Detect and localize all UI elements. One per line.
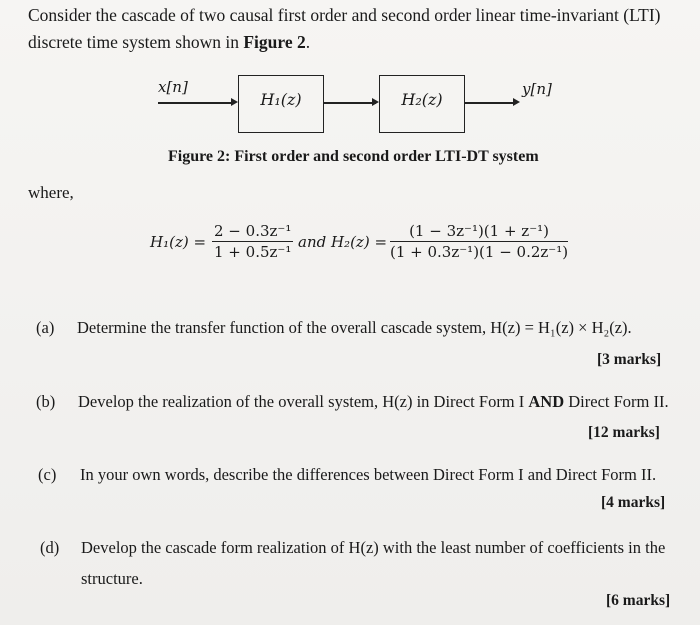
- question-a-text: Determine the transfer function of the overall cascade system, H(z) = H₁(z) × H₂(z).: [77, 318, 632, 337]
- input-line: [158, 102, 234, 104]
- question-a-marks: [3 marks]: [597, 351, 662, 368]
- output-signal-label: y[n]: [522, 80, 552, 98]
- question-d-text-line2: structure.: [81, 569, 143, 588]
- intro-text: Consider the cascade of two causal first order and second order linear time-invariant (LTI) discrete time system shown in: [28, 5, 661, 52]
- block-h1-label: H₁(z): [260, 90, 302, 109]
- h2-fraction: [390, 222, 568, 261]
- output-arrow-icon: [513, 98, 520, 106]
- question-c-marks: [4 marks]: [601, 494, 666, 511]
- block-h2-label: H₂(z): [401, 90, 443, 109]
- h2-numerator: (1 − 3z⁻¹)(1 + z⁻¹): [390, 222, 568, 242]
- question-a-label: (a): [36, 318, 55, 337]
- h1-denominator: 1 + 0.5z⁻¹: [214, 243, 292, 261]
- input-arrow-icon: [231, 98, 238, 106]
- question-d-marks: [6 marks]: [606, 592, 671, 609]
- h1-fraction: [212, 222, 293, 261]
- h1-lhs: H₁(z) =: [150, 233, 207, 251]
- where-label: where,: [28, 183, 74, 202]
- connector-arrow-icon: [372, 98, 379, 106]
- intro-period: .: [305, 32, 311, 52]
- figure-reference: Figure 2: [243, 32, 306, 52]
- question-b-text: [78, 392, 669, 412]
- block-h1: [238, 75, 324, 133]
- connector-line: [324, 102, 376, 104]
- question-d-label: (d): [40, 538, 60, 557]
- intro-paragraph: [28, 2, 698, 56]
- input-signal-label: x[n]: [158, 78, 188, 96]
- h2-denominator: (1 + 0.3z⁻¹)(1 − 0.2z⁻¹): [390, 243, 569, 261]
- question-b-text-start: Develop the realization of the overall system, H(z) in Direct Form I: [78, 392, 529, 411]
- question-c-label: (c): [38, 465, 57, 484]
- question-d-text-line1: Develop the cascade form realization of H(z) with the least number of coefficients in the: [81, 538, 666, 557]
- question-b-and: AND: [528, 392, 565, 411]
- h2-lhs: and H₂(z) =: [298, 233, 388, 251]
- question-b-text-end: Direct Form II.: [564, 392, 669, 411]
- h1-numerator: 2 − 0.3z⁻¹: [214, 222, 292, 240]
- block-h2: [379, 75, 465, 133]
- question-b-marks: [12 marks]: [588, 424, 660, 441]
- question-b-label: (b): [36, 392, 56, 411]
- question-c-text: In your own words, describe the differences between Direct Form I and Direct Form II.: [80, 465, 657, 484]
- output-line: [465, 102, 515, 104]
- figure-caption: Figure 2: First order and second order LTI-DT system: [168, 148, 539, 165]
